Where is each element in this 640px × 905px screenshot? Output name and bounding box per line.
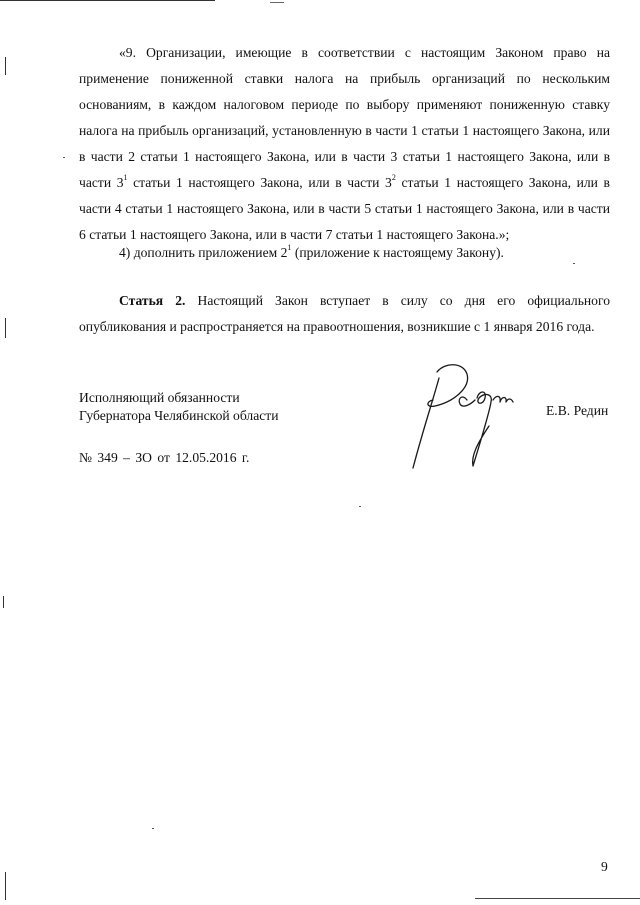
scan-dot [359, 506, 361, 507]
position-line-1: Исполняющий обязанности [79, 390, 240, 405]
scan-artifact-line [475, 898, 640, 899]
scan-margin-mark [5, 318, 6, 338]
scan-dot [152, 828, 154, 829]
article-text: Настоящий Закон вступает в силу со дня его официального опубликования и распространяется на правоотношения, возникшие с 1 января 2016 года. [79, 293, 610, 334]
item-4: 4) дополнить приложением $2^1$ (приложение к настоящему Закону). [119, 243, 504, 260]
page-number: 9 [601, 859, 608, 874]
handwritten-signature [405, 360, 540, 475]
paragraph-9: «9. Организации, имеющие в соответствии с настоящим Законом право на применение пониженной ставки налога на прибыль организаций по нескольким основаниям, в каждом налоговом периоде по выбору применяют пониженную ставку налога на прибыль организаций, установленную в части 1 статьи 1 настоящего Закона, или в части 2 статьи 1 настоящего Закона, или в части 3 статьи 1 настоящего Закона, или в части $3^1$ статьи 1 настоящего Закона, или в части $3^2$ статьи 1 настоящего Закона, или в части 4 статьи 1 настоящего Закона, или в части 5 статьи 1 настоящего Закона, или в части 6 статьи 1 настоящего Закона, или в части 7 статьи 1 настоящего Закона.»; [79, 45, 610, 242]
law-number: № 349 – ЗО от 12.05.2016 г. [79, 450, 250, 465]
scan-artifact-line [0, 0, 215, 1]
article-2 [79, 288, 610, 340]
scan-margin-mark [5, 872, 6, 900]
scan-margin-mark [3, 596, 4, 608]
signer-name: Е.В. Редин [546, 403, 609, 418]
scan-margin-mark [5, 57, 6, 75]
scan-artifact-line [270, 2, 284, 3]
scan-dot [63, 157, 65, 158]
position-line-2: Губернатора Челябинской области [79, 408, 279, 423]
signer-position [79, 389, 279, 425]
article-heading: Статья 2. [119, 293, 186, 308]
